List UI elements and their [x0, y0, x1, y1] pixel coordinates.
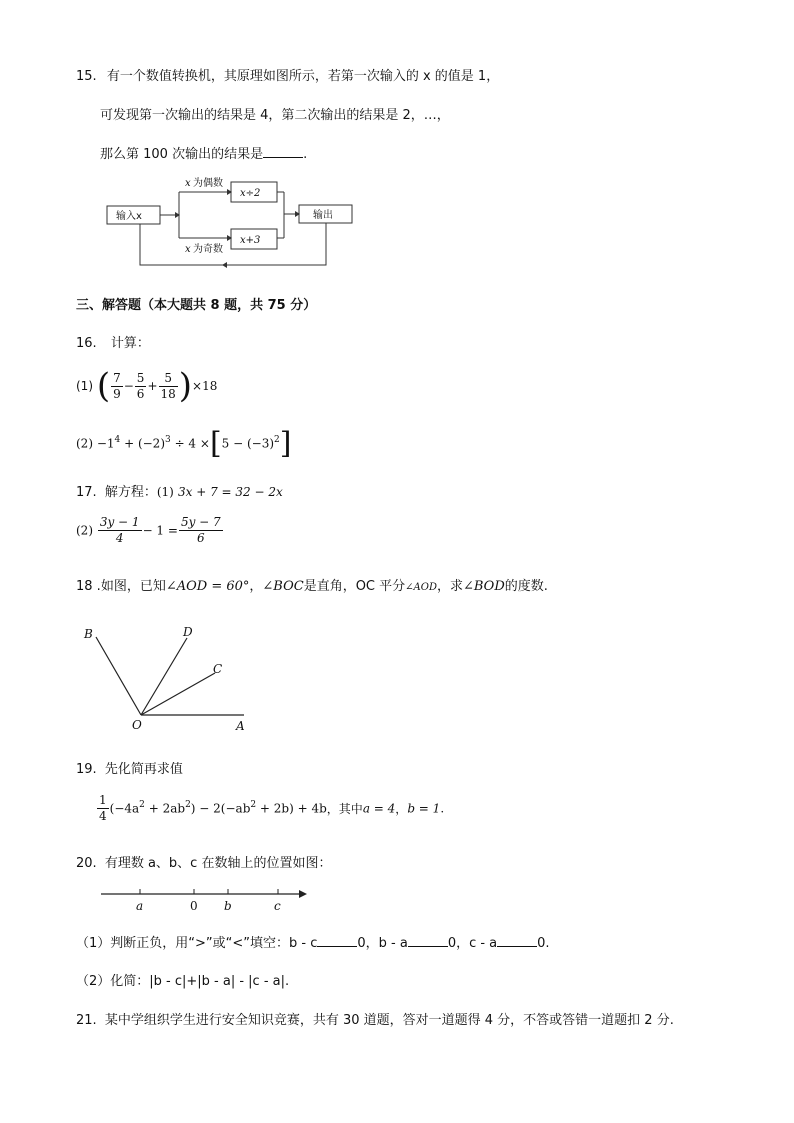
- q16-part2-tag: (2): [76, 436, 93, 451]
- left-bracket: [: [209, 426, 222, 461]
- q16-part1-tail: ×18: [192, 379, 218, 393]
- q16-frac2: $\frac{5}{6}$: [136, 370, 145, 401]
- q19-exp-b: 2: [185, 800, 191, 810]
- q21-number: 21.: [76, 1013, 97, 1028]
- q20-blank-2[interactable]: [408, 934, 448, 947]
- q16-op2: +: [147, 379, 158, 393]
- q15-flow-diagram: [100, 170, 360, 270]
- q16-frac1: $\frac{7}{9}$: [113, 370, 121, 401]
- right-bracket: ]: [279, 426, 292, 461]
- q17-label: 解方程：: [104, 485, 157, 500]
- q17-line1: [76, 481, 283, 500]
- q17-frac1: $\frac{3y - 1}{4}$: [99, 515, 140, 545]
- q21-text-line: [76, 1009, 674, 1028]
- q17-part2: [76, 515, 224, 546]
- q18-angle-aod: ∠AOD = 60°: [165, 579, 250, 594]
- q16-part2: [76, 426, 291, 461]
- op-odd-label: x+3: [240, 235, 261, 246]
- q16-exp1: 4: [114, 435, 121, 445]
- q16-exp3: 2: [274, 435, 280, 445]
- op-even-label: x÷2: [240, 188, 261, 199]
- q17-part1-tag: (1): [156, 485, 174, 499]
- odd-condition-label: 为奇数: [193, 244, 223, 255]
- q15-text-line3-end: .: [303, 147, 308, 162]
- q20-label: 有理数 a、b、c 在数轴上的位置如图：: [104, 856, 332, 871]
- q15-line1: [76, 65, 499, 84]
- q18-text-e: 的度数.: [504, 579, 548, 594]
- q20-part1-text-c: 0，c - a: [447, 936, 498, 951]
- q19-sep: ，: [395, 802, 408, 816]
- arrow-feedback-icon: [222, 262, 227, 268]
- point-o-label: O: [132, 718, 142, 732]
- axis-label-a: a: [136, 899, 144, 913]
- q20-header: [76, 852, 331, 871]
- q16-number: 16.: [76, 336, 97, 351]
- q20-part1-text-d: 0.: [537, 936, 550, 951]
- q19-a-value: a = 4: [362, 801, 396, 816]
- even-condition-label: 为偶数: [193, 178, 223, 189]
- q16-part2-inner: 5 − (−3): [221, 436, 275, 451]
- q18-angle-figure: [76, 618, 266, 738]
- q15-answer-blank[interactable]: [263, 145, 303, 158]
- q17-frac2: $\frac{5y - 7}{6}$: [180, 515, 221, 545]
- input-label: 输入x: [116, 211, 142, 222]
- output-label: 输出: [313, 210, 333, 221]
- q18-text-d: ，求: [436, 579, 463, 594]
- q15-line2: [100, 104, 450, 123]
- q17-part2-tag: (2): [76, 523, 93, 538]
- q20-part1-text-a: （1）判断正负，用“>”或“<”填空：b - c: [76, 936, 318, 951]
- q19-header: [76, 758, 183, 777]
- ray-od: [141, 638, 187, 715]
- point-b-label: B: [84, 627, 93, 641]
- q18-text-b: ，: [249, 579, 263, 594]
- q18-text-a: 如图，已知: [100, 579, 166, 594]
- q17-part1-eq: 3x + 7 = 32 − 2x: [177, 485, 283, 499]
- q21-text: 某中学组织学生进行安全知识竞赛，共有 30 道题，答对一道题得 4 分，不答或答错一道题扣 2 分.: [104, 1013, 674, 1028]
- q19-expr-c: ) − 2(−ab: [190, 801, 251, 816]
- ray-oc: [141, 673, 215, 715]
- axis-label-b: b: [224, 899, 232, 913]
- q16-op1: −: [123, 379, 134, 393]
- odd-x-label: x: [185, 244, 191, 255]
- section3-title: 三、解答题（本大题共 8 题，共 75 分）: [76, 298, 317, 313]
- even-x-label: x: [185, 178, 191, 189]
- point-d-label: D: [183, 625, 193, 639]
- q17-mid: − 1 =: [142, 523, 178, 538]
- q15-text-line2: 可发现第一次输出的结果是 4，第二次输出的结果是 2，…，: [100, 108, 450, 123]
- number-line-arrow-icon: [299, 890, 307, 898]
- q19-frac: $\frac{1}{4}$: [99, 793, 107, 823]
- q18-angle-bod: ∠BOD: [463, 579, 505, 594]
- q19-exp-a: 2: [139, 800, 145, 810]
- q16-part1-tag: (1): [76, 379, 93, 393]
- q15-line3: [100, 143, 307, 162]
- point-c-label: C: [213, 662, 223, 676]
- q19-expr-d: + 2b) + 4b: [256, 801, 327, 816]
- q16-part1: [76, 366, 217, 406]
- q18-text: [76, 575, 548, 594]
- q15-number: 15.: [76, 69, 97, 84]
- q20-number: 20.: [76, 856, 97, 871]
- q19-expr-a: (−4a: [109, 801, 140, 816]
- q19-end: .: [440, 801, 445, 816]
- q15-text-line3: 那么第 100 次输出的结果是: [100, 147, 264, 162]
- q20-blank-3[interactable]: [497, 934, 537, 947]
- q20-number-line: [96, 884, 316, 914]
- right-paren: ): [178, 366, 193, 406]
- q19-number: 19.: [76, 762, 97, 777]
- q20-part1: [76, 932, 550, 951]
- q16-part2-expr-a: −1: [96, 436, 115, 451]
- q20-blank-1[interactable]: [317, 934, 357, 947]
- q17-number: 17.: [76, 485, 97, 500]
- q16-exp2: 3: [165, 435, 171, 445]
- q16-part2-expr-b: + (−2): [120, 436, 166, 451]
- q20-part1-text-b: 0，b - a: [357, 936, 408, 951]
- q18-number: 18 .: [76, 579, 101, 594]
- q16-frac3: $\frac{5}{18}$: [160, 370, 176, 401]
- q19-label: 先化简再求值: [104, 762, 183, 777]
- q18-angle-boc: ∠BOC: [262, 579, 304, 594]
- q18-angle-aod-2: ∠AOD: [405, 582, 437, 593]
- q19-expression: [96, 793, 444, 824]
- axis-label-c: c: [274, 899, 281, 913]
- q19-exp-c: 2: [250, 800, 257, 810]
- q19-expr-b: + 2ab: [144, 801, 186, 816]
- point-a-label: A: [236, 719, 245, 733]
- q15-text-line1: 有一个数值转换机，其原理如图所示，若第一次输入的 x 的值是 1，: [106, 69, 500, 84]
- ray-ob: [96, 637, 141, 715]
- q20-part2: （2）化简：|b - c|+|b - a| - |c - a|.: [76, 974, 290, 989]
- left-paren: (: [96, 366, 111, 406]
- q18-text-c: 是直角，OC 平分: [303, 579, 406, 594]
- q19-b-value: b = 1: [407, 801, 441, 816]
- q16-label: 计算：: [110, 336, 150, 351]
- q16-part2-expr-c: ÷ 4 ×: [170, 436, 210, 451]
- q16-header: [76, 332, 150, 351]
- q19-where: ，其中: [326, 802, 363, 816]
- axis-label-zero: 0: [190, 899, 198, 913]
